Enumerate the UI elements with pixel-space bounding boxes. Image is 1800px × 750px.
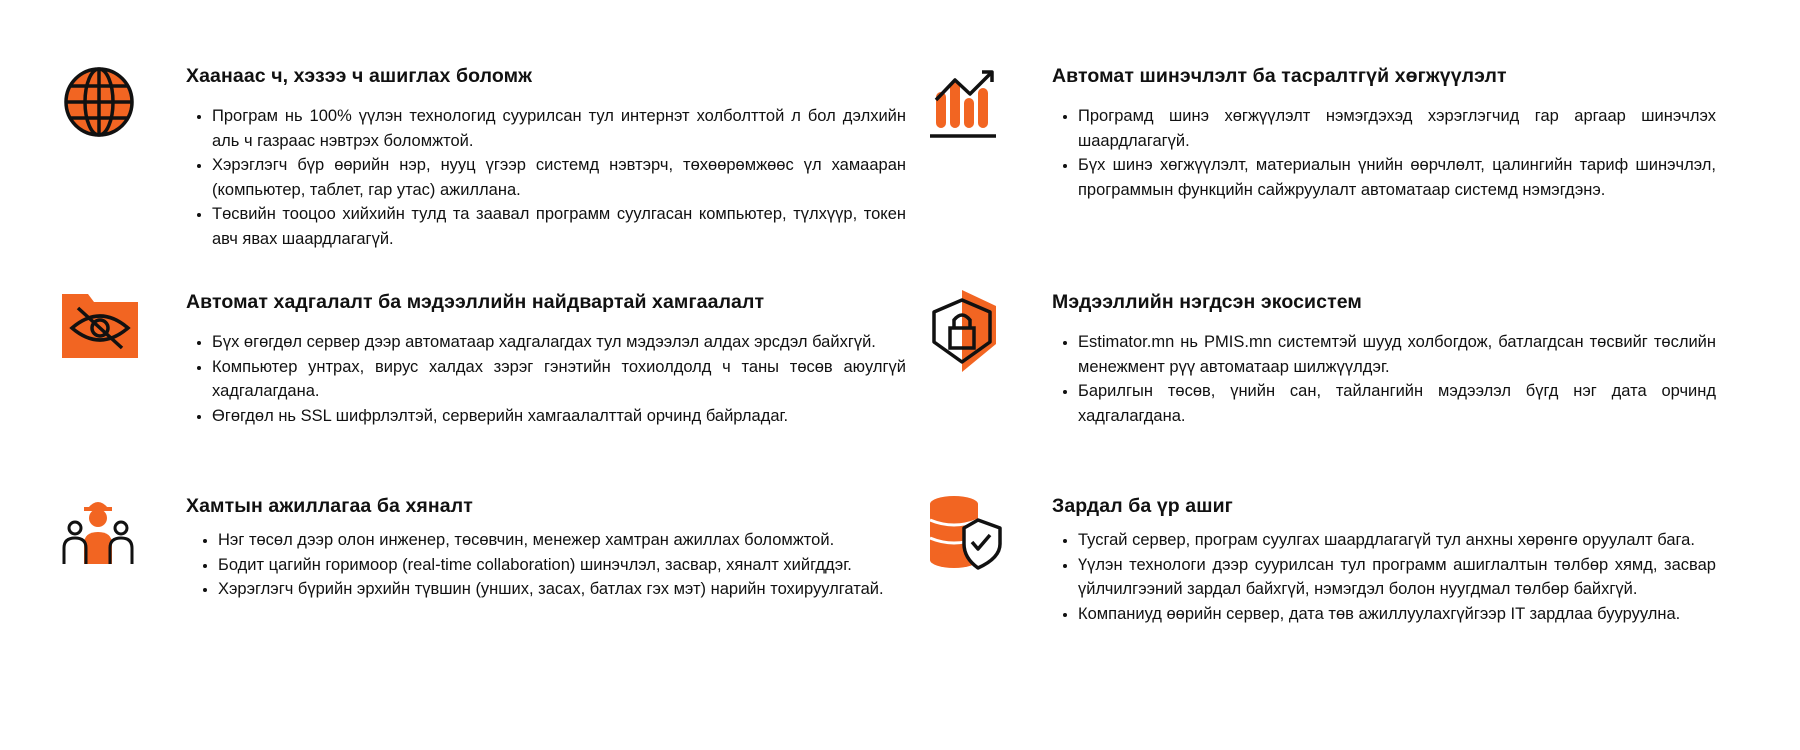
list-item: • Өгөгдөл нь SSL шифрлэлтэй, серверийн хамгаалалттай орчинд байрладаг. [212, 404, 906, 429]
feature-title: Автомат шинэчлэлт ба тасралтгүй хөгжүүлэлт [1052, 65, 1507, 87]
feature-content [1052, 494, 1716, 626]
list-item: • Програмд шинэ хөгжүүлэлт нэмэгдэхэд хэрэглэгчид гар аргаар шинэчлэх шаардлагагүй. [1078, 104, 1716, 153]
feature-content [186, 64, 906, 251]
list-item: • Хэрэглэгч бүрийн эрхийн түвшин (унших, засах, батлах гэх мэт) нарийн тохируулгатай. [218, 577, 912, 602]
shield-lock-icon [928, 290, 1006, 372]
list-item: • Тусгай сервер, програм суулгах шаардлагагүй тул анхны хөрөнгө оруулалт бага. [1078, 528, 1716, 553]
database-shield-icon [928, 494, 1006, 576]
list-item: • Барилгын төсөв, үнийн сан, тайлангийн мэдээлэл бүгд нэг дата орчинд хадгалагдана. [1078, 379, 1716, 428]
feature-title: Мэдээллийн нэгдсэн экосистем [1052, 291, 1362, 313]
feature-bullets [1052, 104, 1716, 202]
globe-icon [62, 64, 140, 146]
feature-title: Зардал ба үр ашиг [1052, 495, 1233, 517]
feature-title: Хаанаас ч, хэзээ ч ашиглах боломж [186, 65, 533, 87]
list-item: • Бодит цагийн горимоор (real-time collaboration) шинэчлэл, засвар, хяналт хийгддэг. [218, 553, 912, 578]
feature-bullets [186, 528, 912, 602]
feature-bullets [1052, 528, 1716, 626]
list-item: • Бүх өгөгдөл сервер дээр автоматаар хадгалагдах тул мэдээлэл алдах эрсдэл байхгүй. [212, 330, 906, 355]
feature-content [186, 290, 906, 428]
feature-title: Хамтын ажиллагаа ба хяналт [186, 495, 473, 517]
list-item: • Үүлэн технологи дээр суурилсан тул программ ашиглалтын төлбөр хямд, засвар үйлчилгээний зардал байхгүй, нэмэгдэл болон нуугдмал төлбөр байхгүй. [1078, 553, 1716, 602]
feature-content [186, 494, 912, 602]
list-item: • Нэг төсөл дээр олон инженер, төсөвчин, менежер хамтран ажиллах боломжтой. [218, 528, 912, 553]
list-item: • Төсвийн тооцоо хийхийн тулд та заавал программ суулгасан компьютер, түлхүүр, токен авч явах шаардлагагүй. [212, 202, 906, 251]
feature-bullets [186, 104, 906, 251]
feature-content [1052, 290, 1716, 428]
list-item: • Хэрэглэгч бүр өөрийн нэр, нууц үгээр системд нэвтэрч, төхөөрөмжөөс үл хамааран (компьютер, таблет, гар утас) ажиллана. [212, 153, 906, 202]
hidden-folder-icon [62, 290, 140, 372]
team-icon [62, 494, 140, 576]
feature-bullets [186, 330, 906, 428]
feature-bullets [1052, 330, 1716, 428]
list-item: • Бүх шинэ хөгжүүлэлт, материалын үнийн өөрчлөлт, цалингийн тариф шинэчлэл, программын функцийн сайжруулалт автоматаар системд нэмэгдэнэ. [1078, 153, 1716, 202]
list-item: • Програм нь 100% үүлэн технологид суурилсан тул интернэт холболттой л бол дэлхийн аль ч газраас нэвтрэх боломжтой. [212, 104, 906, 153]
feature-title: Автомат хадгалалт ба мэдээллийн найдвартай хамгаалалт [186, 291, 765, 313]
chart-growth-icon [928, 64, 1006, 146]
feature-content [1052, 64, 1716, 202]
list-item: • Estimator.mn нь PMIS.mn системтэй шууд холбогдож, батлагдсан төсвийг төслийн менежмент рүү автоматаар шилжүүлдэг. [1078, 330, 1716, 379]
list-item: • Компьютер унтрах, вирус халдах зэрэг гэнэтийн тохиолдолд ч таны төсөв аюулгүй хадгалагдана. [212, 355, 906, 404]
list-item: • Компаниуд өөрийн сервер, дата төв ажиллуулахгүйгээр IT зардлаа бууруулна. [1078, 602, 1716, 627]
